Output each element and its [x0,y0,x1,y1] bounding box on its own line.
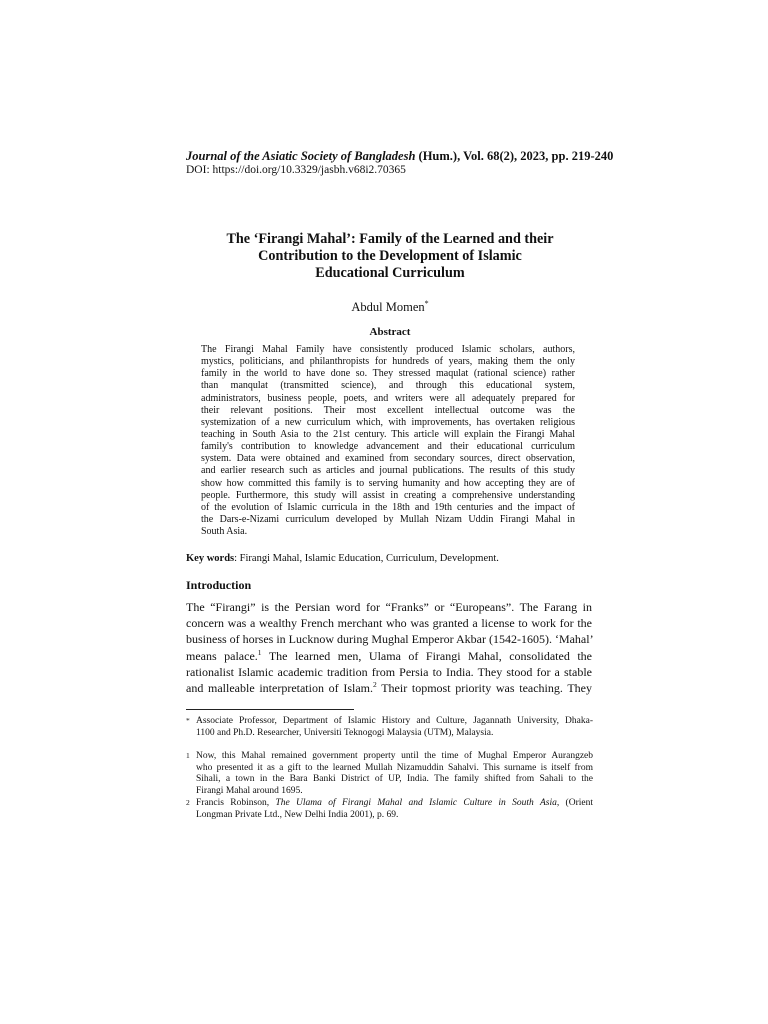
introduction-heading: Introduction [186,578,252,592]
title-line: The ‘Firangi Mahal’: Family of the Learned and their [226,231,554,247]
doi-link[interactable]: DOI: https://doi.org/10.3329/jasbh.v68i2.70365 [186,164,406,176]
abstract-line: mystics, politicians, and philanthropists for hundreds of years, making them the only [201,356,575,368]
footnote-line: Now, this Mahal remained government property until the time of Mughal Emperor Aurangzeb [196,751,593,761]
journal-citation [186,148,614,164]
abstract-body [201,344,575,538]
keywords-label: Key words [186,553,235,564]
intro-text: The learned men, Ulama of Firangi Mahal, consolidated the [261,648,592,663]
intro-text: and malleable interpretation of Islam. [186,680,373,695]
intro-line: business of horses in Lucknow during Mughal Emperor Akbar (1542-1605). ‘Mahal’ [186,632,594,647]
footnote-line: Firangi Mahal around 1695. [196,785,303,796]
abstract-line: South Asia. [201,526,248,538]
abstract-line: and earlier research such as articles and journal publications. The results of this study [201,465,575,477]
footnote-line: Longman Private Ltd., New Delhi India 2001), p. 69. [196,809,399,820]
footnote-line [196,798,593,810]
abstract-line: family's contribution to knowledge advancement and their educational curriculum [201,441,575,453]
intro-line: concern was a wealthy French merchant who was granted a license to work for the [186,616,592,631]
footnote-mark: 1 [186,751,190,760]
abstract-line: their relevant positions. Their most excellent intellectual outcome was the [201,404,575,416]
paper-title [186,231,594,282]
footnote-1 [186,751,593,797]
keywords-text: : Firangi Mahal, Islamic Education, Curriculum, Development. [234,553,499,564]
footnote-ref-2[interactable]: 2 [372,679,377,689]
abstract-line: system. Data were obtained and examined from secondary sources, direct observation, [201,453,575,465]
author-footnote-mark[interactable]: * [424,299,429,308]
footnote-ref-1[interactable]: 1 [257,647,262,657]
title-line: Educational Curriculum [315,265,465,281]
footnote-text: , (Orient [556,798,593,808]
intro-line: The “Firangi” is the Persian word for “Franks” or “Europeans”. The Farang in [186,600,592,614]
intro-line [186,648,592,664]
footnote-separator [186,709,354,710]
footnote-mark: 2 [186,798,190,807]
abstract-line: of the evolution of Islamic curricula in the 18th and 19th centuries and the impact of [201,501,575,513]
abstract-line: the Dars-e-Nizami curriculum developed by Mullah Nizam Uddin Firangi Mahal in [201,513,575,525]
abstract-line: show how committed this family is to serving humanity and how accepting they are of [201,477,575,489]
intro-line [186,680,592,696]
abstract-heading: Abstract [369,326,411,338]
author [186,296,594,315]
abstract-line: systemization of a new curriculum which, with improvements, has overtaken religious [201,416,575,428]
title-line: Contribution to the Development of Islamic [258,248,522,264]
abstract-line: family in the world to have done so. They stressed maqulat (rational science) rather [201,368,575,380]
footnote-2 [186,798,593,821]
author-name: Abdul Momen [351,300,425,315]
abstract-line: administrators, business people, poets, and writers were all adequately prepared for [201,392,575,404]
abstract-line: people. Furthermore, this study will assist in creating a comprehensive understanding [201,489,575,501]
journal-volume: (Hum.), Vol. 68(2), 2023, pp. 219-240 [415,149,614,163]
footnote-mark: * [186,716,190,725]
footnote-text: Francis Robinson, [196,798,276,808]
keywords [186,552,499,565]
intro-text: means palace. [186,648,258,663]
footnote-line: 1100 and Ph.D. Researcher, Universiti Teknogogi Malaysia (UTM), Malaysia. [196,727,494,738]
footnote-author [186,716,593,739]
abstract-line: teaching in South Asia to the 21st century. This article will explain the Firangi Mahal [201,428,575,440]
intro-text: Their topmost priority was teaching. They [376,680,592,695]
abstract-line: than manqulat (transmitted science), and through this educational system, [201,380,575,392]
journal-name: Journal of the Asiatic Society of Bangladesh [186,149,416,163]
cited-book-title: The Ulama of Firangi Mahal and Islamic Culture in South Asia [275,798,557,808]
footnote-line: Sihali, a town in the Bara Banki District of UP, India. The family shifted from Sahali to the [196,774,593,784]
footnote-line: who presented it as a gift to the learned Mullah Nizamuddin Sahalvi. This surname is itself from [196,762,593,773]
intro-line: rationalist Islamic academic tradition from Persia to India. They stood for a stable [186,664,592,679]
abstract-line: The Firangi Mahal Family have consistently produced Islamic scholars, authors, [201,344,575,355]
introduction-body [186,599,592,696]
footnote-line: Associate Professor, Department of Islamic History and Culture, Jagannath University, Dhaka- [196,716,593,726]
